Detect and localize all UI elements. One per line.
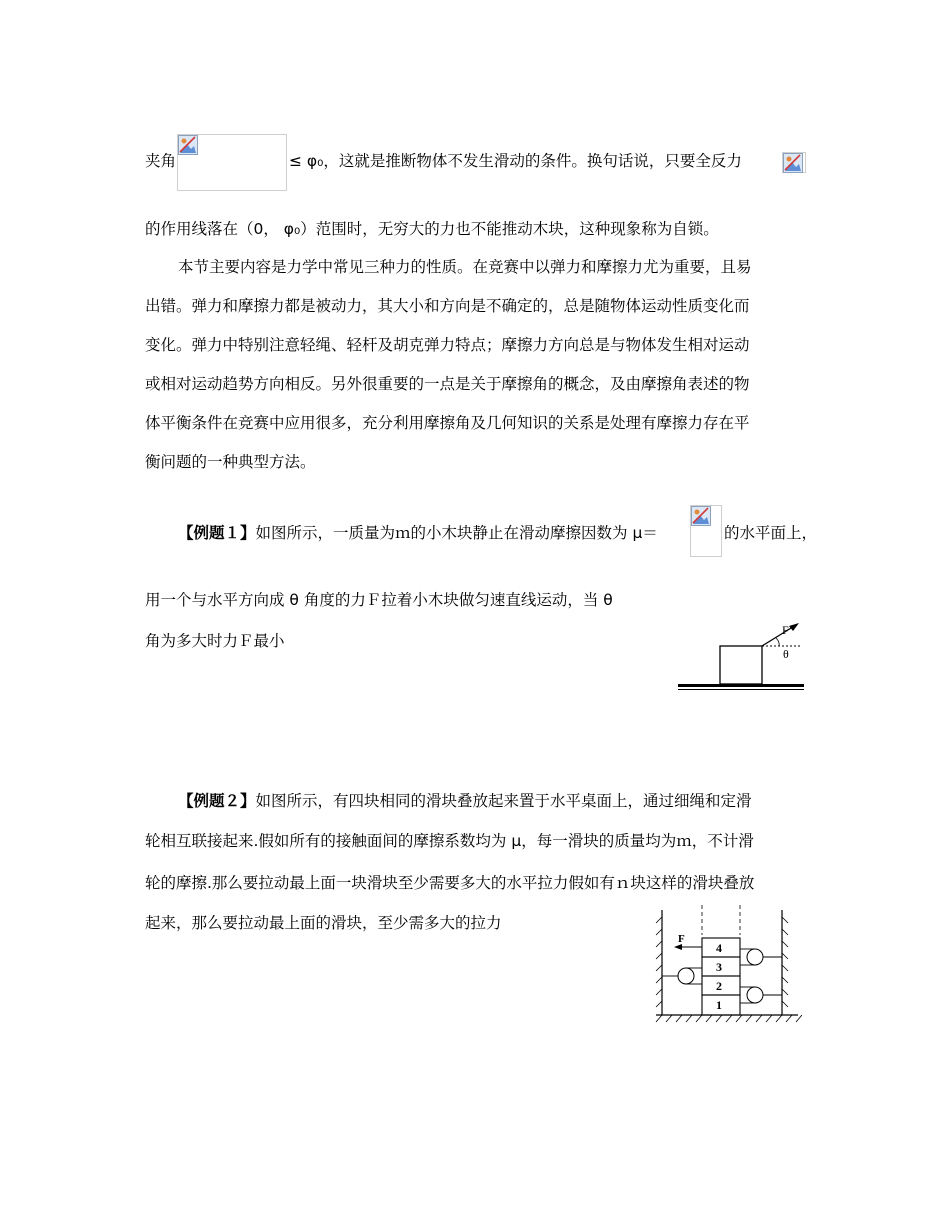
example1-line2: 用一个与水平方向成 θ 角度的力Ｆ拉着小木块做匀速直线运动，当 θ <box>145 591 613 609</box>
force-arrowhead <box>789 623 799 631</box>
example2-figure <box>652 905 802 1027</box>
example1-line3: 角为多大时力Ｆ最小 <box>145 632 285 650</box>
example2-line2: 轮相互联接起来.假如所有的接触面间的摩擦系数均为 μ，每一滑块的质量均为ｍ，不计滑 <box>145 832 754 850</box>
block-label: 4 <box>716 941 722 955</box>
para1-line1 <box>145 150 176 172</box>
example2-line3: 轮的摩擦.那么要拉动最上面一块滑块至少需要多大的水平拉力假如有ｎ块这样的滑块叠放 <box>145 874 755 892</box>
para1-line2: 的作用线落在（0， φ₀）范围时，无穷大的力也不能推动木块，这种现象称为自锁。 <box>145 220 719 238</box>
example1-line1 <box>178 522 658 544</box>
example1-line1-text: 如图所示，一质量为ｍ的小木块静止在滑动摩擦因数为 μ＝ <box>255 524 658 542</box>
para1-line1-rest: ≤ φ₀，这就是推断物体不发生滑动的条件。换句话说，只要全反力 <box>289 152 742 170</box>
broken-image-icon <box>178 135 198 155</box>
block-label: 2 <box>716 979 722 993</box>
para2-line: 体平衡条件在竞赛中应用很多，充分利用摩擦角及几何知识的关系是处理有摩擦力存在平 <box>145 414 750 432</box>
para2-line: 变化。弹力中特别注意轻绳、轻杆及胡克弹力特点；摩擦力方向总是与物体发生相对运动 <box>145 336 750 354</box>
para1-line1-start: 夹角 <box>145 152 177 170</box>
broken-image-icon <box>783 153 803 173</box>
para2-line: 本节主要内容是力学中常见三种力的性质。在竞赛中以弹力和摩擦力尤为重要，且易 <box>178 258 752 276</box>
pulley-left <box>678 968 694 984</box>
floor-hatching <box>656 1015 802 1022</box>
example1-heading: 【例题１】 <box>178 524 256 542</box>
block-label: 1 <box>716 998 722 1012</box>
block-label: 3 <box>716 960 722 974</box>
pulley-right-top <box>747 949 763 965</box>
para2-line: 或相对运动趋势方向相反。另外很重要的一点是关于摩擦角的概念，及由摩擦角表述的物 <box>145 375 750 393</box>
para2-line: 出错。弹力和摩擦力都是被动力，其大小和方向是不确定的，总是随物体运动性质变化而 <box>145 297 750 315</box>
example1-line1-end: 的水平面上， <box>724 524 818 542</box>
example2-line1 <box>178 790 752 812</box>
broken-image-icon <box>691 506 711 526</box>
para2-line: 衡问题的一种典型方法。 <box>145 453 316 471</box>
example2-heading: 【例题２】 <box>178 792 256 810</box>
wall-hatching <box>656 917 788 1007</box>
example2-line1-text: 如图所示，有四块相同的滑块叠放起来置于水平桌面上，通过细绳和定滑 <box>255 792 752 810</box>
example1-figure <box>676 618 806 694</box>
example2-line4: 起来，那么要拉动最上面的滑块，至少需多大的拉力 <box>145 914 502 932</box>
angle-arc <box>776 638 779 646</box>
angle-label: θ <box>783 647 789 661</box>
wooden-block <box>720 646 762 684</box>
pull-force-label: F <box>678 933 685 945</box>
pulley-right-bottom <box>747 987 763 1003</box>
force-label: F <box>782 623 789 637</box>
